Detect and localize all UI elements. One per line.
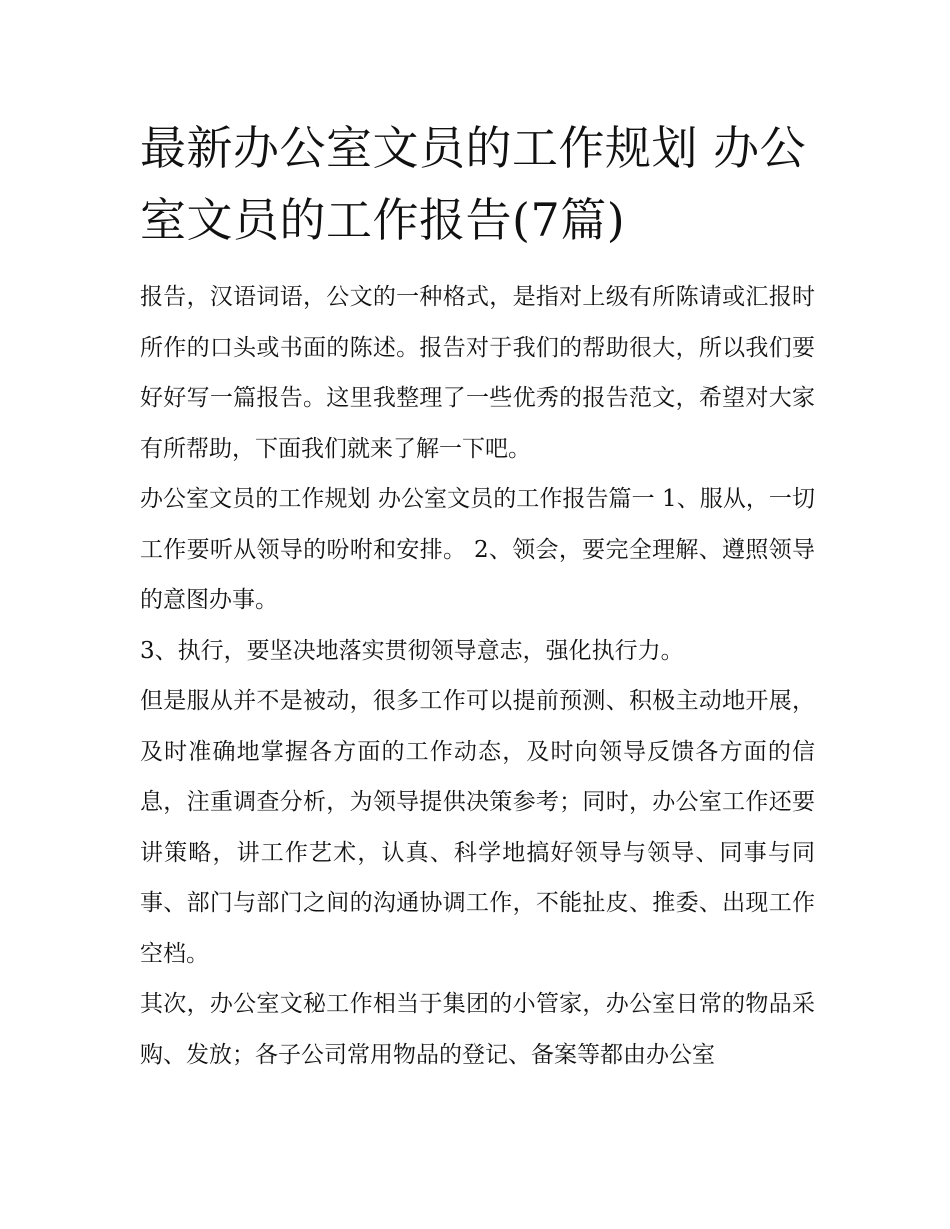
paragraph-intro: 报告，汉语词语，公文的一种格式，是指对上级有所陈请或汇报时所作的口头或书面的陈述。报告对于我们的帮助很大，所以我们要好好写一篇报告。这里我整理了一些优秀的报告范文，希望对大家有所帮助，下面我们就来了解一下吧。 [140,284,815,462]
paragraph-point-three: 3、执行，要坚决地落实贯彻领导意志，强化执行力。 [140,637,684,664]
paragraph-secondly: 其次，办公室文秘工作相当于集团的小管家，办公室日常的物品采购、发放；各子公司常用物品的登记、备案等都由办公室 [140,991,815,1068]
document-page [140,112,815,1080]
paragraph-part-one: 办公室文员的工作规划 办公室文员的工作报告篇一 1、服从，一切工作要听从领导的吩咐和安排。 2、领会，要完全理解、遵照领导的意图办事。 [140,486,815,613]
paragraph-proactive: 但是服从并不是被动，很多工作可以提前预测、积极主动地开展，及时准确地掌握各方面的工作动态，及时向领导反馈各方面的信息，注重调查分析，为领导提供决策参考；同时，办公室工作还要讲策略，讲工作艺术，认真、科学地搞好领导与领导、同事与同事、部门与部门之间的沟通协调工作，不能扯皮、推委、出现工作空档。 [140,688,815,967]
document-title: 最新办公室文员的工作规划 办公室文员的工作报告(7篇) [140,121,807,247]
